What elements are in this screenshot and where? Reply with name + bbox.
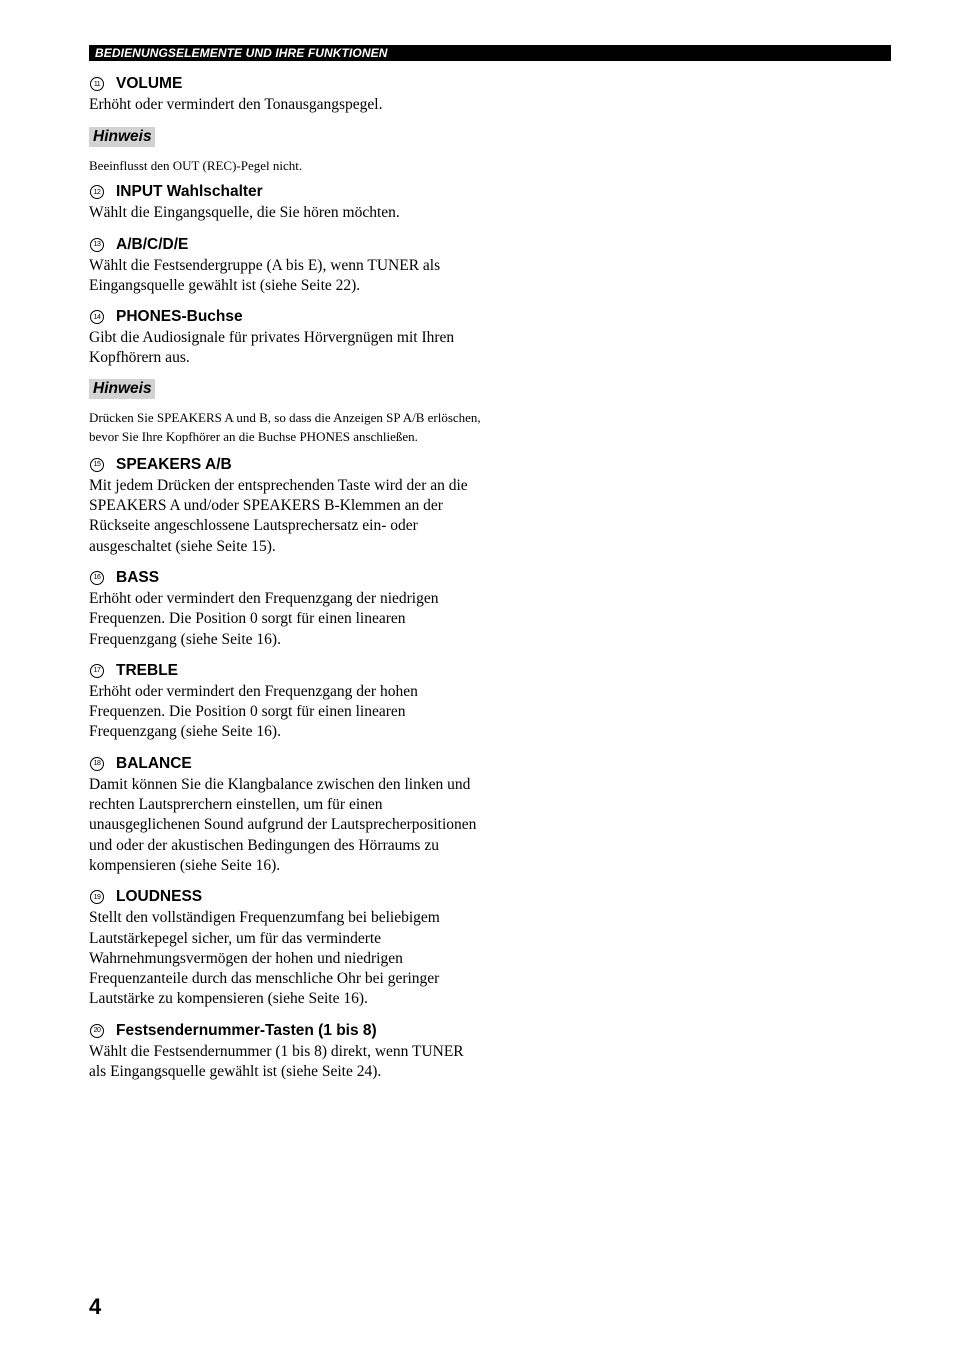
item-number-badge: 13 (90, 238, 104, 252)
note-text: Drücken Sie SPEAKERS A und B, so dass die Anzeigen SP A/B erlöschen, bevor Sie Ihre Kopfhörer an die Buchse PHONES anschließen. (89, 409, 481, 444)
item-title: BALANCE (116, 754, 192, 772)
item-treble (89, 660, 481, 743)
item-title: INPUT Wahlschalter (116, 183, 263, 201)
manual-content (89, 73, 481, 1092)
page-number: 4 (89, 1294, 102, 1319)
item-preset-group (89, 234, 481, 297)
item-title: BASS (116, 568, 160, 586)
item-title: VOLUME (116, 75, 183, 92)
item-description: Stellt den vollständigen Frequenzumfang bei beliebigem Lautstärkepegel sicher, um für das verminderte Wahrnehmungsvermögen der hohen und niedrigen Frequenzanteile durch das menschliche Ohr bei geringer Lautstärke zu kompensieren (siehe Seite 16). (89, 909, 440, 1008)
item-volume (89, 73, 481, 115)
item-description: Erhöht oder vermindert den Frequenzgang der niedrigen Frequenzen. Die Position 0 sorgt für einen linearen Frequenzgang (siehe Seite 16). (89, 589, 439, 648)
item-number-badge: 17 (90, 664, 104, 678)
section-header: BEDIENUNGSELEMENTE UND IHRE FUNKTIONEN (89, 45, 891, 61)
item-number-badge: 15 (90, 458, 104, 472)
item-description: Wählt die Festsendergruppe (A bis E), wenn TUNER als Eingangsquelle gewählt ist (siehe Seite 22). (89, 256, 441, 294)
item-description: Erhöht oder vermindert den Frequenzgang der hohen Frequenzen. Die Position 0 sorgt für einen linearen Frequenzgang (siehe Seite 16). (89, 682, 418, 741)
item-preset-number-keys (89, 1020, 481, 1083)
item-input-selector (89, 181, 481, 223)
note-label: Hinweis (89, 127, 155, 147)
item-title: SPEAKERS A/B (116, 455, 232, 473)
item-number-badge: 16 (90, 571, 104, 585)
item-number-badge: 20 (90, 1024, 104, 1038)
item-number-badge: 12 (90, 185, 104, 199)
item-loudness (89, 886, 481, 1009)
item-description: Erhöht oder vermindert den Tonausgangspegel. (89, 96, 383, 113)
item-balance (89, 753, 481, 876)
note-label: Hinweis (89, 379, 155, 399)
note-volume (89, 127, 481, 175)
note-text: Beeinflusst den OUT (REC)-Pegel nicht. (89, 158, 303, 174)
item-description: Wählt die Eingangsquelle, die Sie hören möchten. (89, 204, 400, 222)
item-number-badge: 19 (90, 890, 104, 904)
note-phones (89, 379, 481, 446)
item-description: Damit können Sie die Klangbalance zwischen den linken und rechten Lautsprerchern einstellen, um für einen unausgeglichenen Sound aufgrund der Lautsprecherpositionen und oder der akustischen Bedingungen des Hörraums zu kompensieren (siehe Seite 16). (89, 775, 477, 874)
item-phones-jack (89, 306, 481, 369)
item-number-badge: 18 (90, 757, 104, 771)
item-description: Mit jedem Drücken der entsprechenden Taste wird der an die SPEAKERS A und/oder SPEAKERS B-Klemmen an der Rückseite angeschlossene Lautsprechersatz ein- oder ausgeschaltet (siehe Seite 15). (89, 476, 468, 555)
item-title: PHONES-Buchse (116, 308, 243, 326)
item-number-badge: 14 (90, 310, 104, 324)
item-title: LOUDNESS (116, 888, 203, 906)
item-number-badge: 11 (90, 77, 104, 91)
item-title: TREBLE (116, 661, 178, 679)
item-speakers (89, 454, 481, 557)
item-description: Gibt die Audiosignale für privates Hörvergnügen mit Ihren Kopfhörern aus. (89, 329, 455, 367)
item-title: A/B/C/D/E (116, 235, 189, 253)
item-description: Wählt die Festsendernummer (1 bis 8) direkt, wenn TUNER als Eingangsquelle gewählt ist (siehe Seite 24). (89, 1042, 464, 1081)
item-bass (89, 567, 481, 650)
item-title: Festsendernummer-Tasten (1 bis 8) (116, 1021, 377, 1039)
